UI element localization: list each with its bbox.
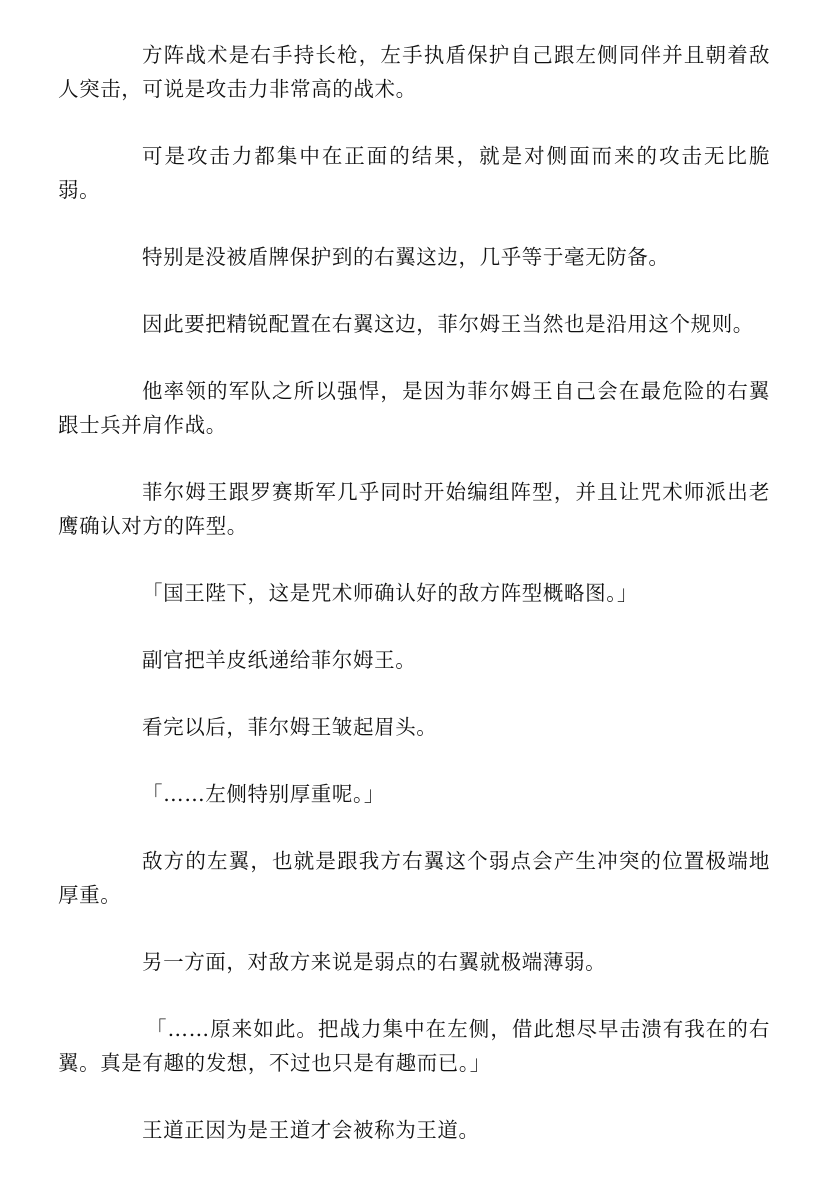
paragraph: 因此要把精锐配置在右翼这边，菲尔姆王当然也是沿用这个规则。 [142, 312, 754, 336]
paragraph: 看完以后，菲尔姆王皱起眉头。 [142, 715, 438, 739]
dialogue-paragraph: 「……原来如此。把战力集中在左侧，借此想尽早击溃有我在的右翼。真是有趣的发想，不过也只是有趣而已。」 [58, 1017, 770, 1075]
paragraph: 特别是没被盾牌保护到的右翼这边，几乎等于毫无防备。 [142, 245, 670, 269]
paragraph: 敌方的左翼，也就是跟我方右翼这个弱点会产生冲突的位置极端地厚重。 [58, 849, 770, 907]
paragraph: 可是攻击力都集中在正面的结果，就是对侧面而来的攻击无比脆弱。 [58, 144, 770, 202]
paragraph: 副官把羊皮纸递给菲尔姆王。 [142, 648, 417, 672]
paragraph: 另一方面，对敌方来说是弱点的右翼就极端薄弱。 [142, 950, 607, 974]
paragraph: 王道正因为是王道才会被称为王道。 [142, 1118, 480, 1142]
paragraph: 他率领的军队之所以强悍，是因为菲尔姆王自己会在最危险的右翼跟士兵并肩作战。 [58, 379, 770, 437]
paragraph: 菲尔姆王跟罗赛斯军几乎同时开始编组阵型，并且让咒术师派出老鹰确认对方的阵型。 [58, 480, 770, 538]
paragraph: 方阵战术是右手持长枪，左手执盾保护自己跟左侧同伴并且朝着敌人突击，可说是攻击力非常高的战术。 [58, 43, 770, 101]
document-page [58, 38, 770, 1180]
dialogue-paragraph: 「国王陛下，这是咒术师确认好的敌方阵型概略图。」 [142, 581, 639, 605]
dialogue-paragraph: 「……左侧特别厚重呢。」 [142, 782, 385, 806]
